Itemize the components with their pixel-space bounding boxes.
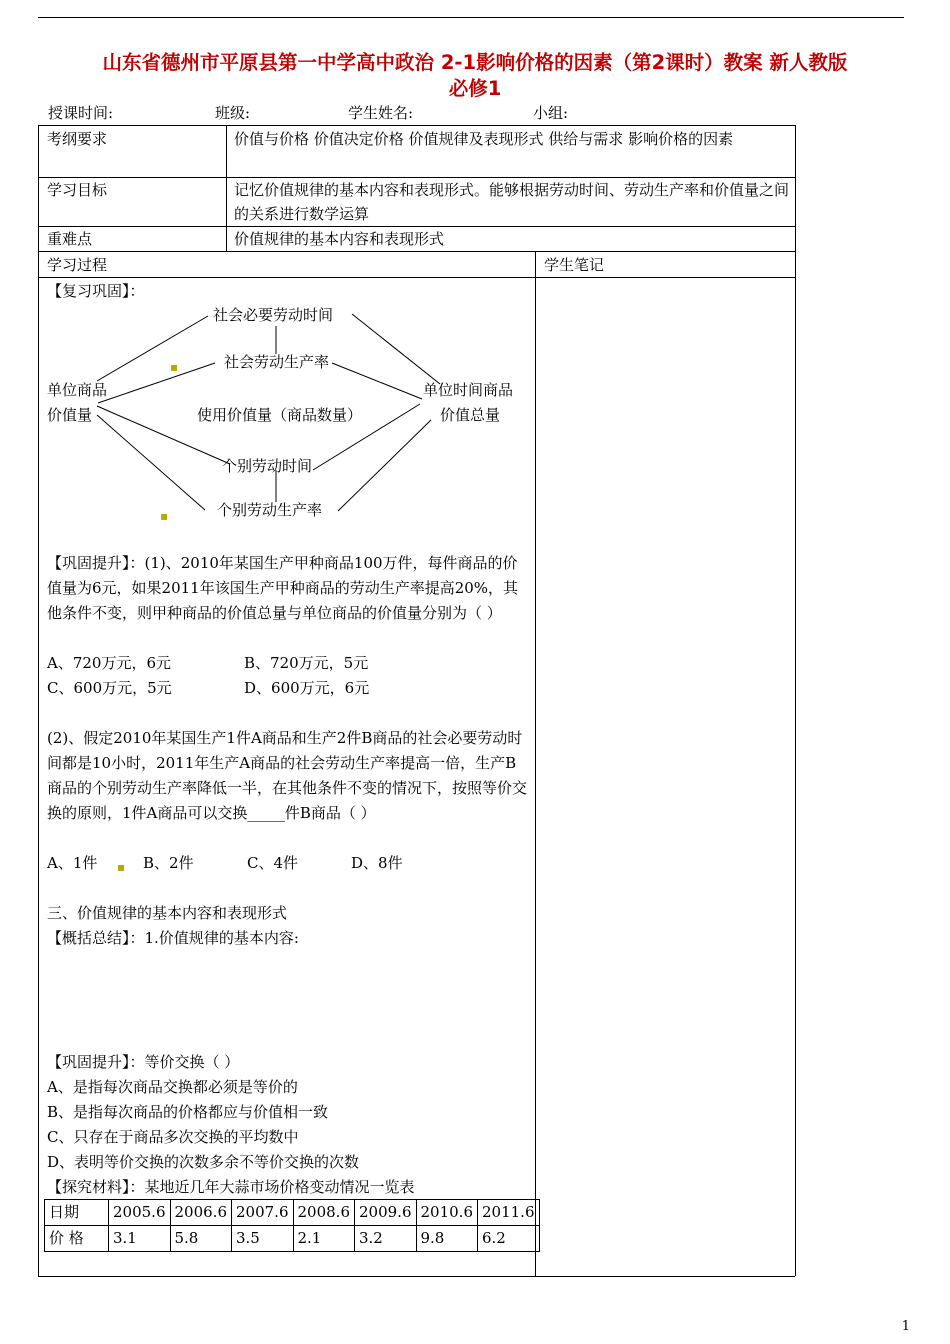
date-cell: 2007.6 (232, 1200, 294, 1226)
explore-heading: 【探究材料】：某地近几年大蒜市场价格变动情况一览表 (47, 1178, 415, 1196)
row-content-outline: 价值与价格 价值决定价格 价值规律及表现形式 供给与需求 影响价格的因素 (234, 130, 734, 148)
scan-speck: ▪ (117, 860, 126, 874)
question-2-option-a: A、1件 (47, 854, 98, 872)
scan-speck: ▪ (170, 360, 179, 374)
question-3-text: 【巩固提升】：等价交换（ ） (47, 1053, 240, 1071)
connector-line (332, 363, 422, 399)
question-1-option-d: D、600万元，6元 (244, 679, 370, 697)
connector-line (352, 314, 440, 384)
summary-prompt: 【概括总结】：1.价值规律的基本内容: (47, 929, 299, 947)
price-cell: 3.1 (109, 1226, 171, 1252)
node-individual-time: 个别劳动时间 (222, 457, 313, 475)
price-cell: 6.2 (478, 1226, 540, 1252)
question-2-option-d: D、8件 (351, 854, 403, 872)
node-unit-value-line2: 价值量 (47, 406, 93, 424)
meta-group: 小组: (533, 104, 569, 122)
date-cell: 2005.6 (109, 1200, 171, 1226)
connector-line (338, 420, 431, 511)
price-cell: 2.1 (293, 1226, 355, 1252)
title-line-1: 山东省德州市平原县第一中学高中政治 2-1影响价格的因素（第2课时）教案 新人教版 (102, 51, 848, 74)
section-3-heading: 三、价值规律的基本内容和表现形式 (47, 904, 288, 922)
node-unit-value-line1: 单位商品 (47, 381, 108, 399)
price-cell: 5.8 (170, 1226, 232, 1252)
question-3-option-c: C、只存在于商品多次交换的平均数中 (47, 1128, 299, 1146)
question-1-option-c: C、600万元，5元 (47, 679, 172, 697)
question-3-option-a: A、是指每次商品交换都必须是等价的 (47, 1078, 298, 1096)
question-1-option-a: A、720万元，6元 (47, 654, 172, 672)
question-3-option-b: B、是指每次商品的价格都应与价值相一致 (47, 1103, 329, 1121)
price-row-label: 价 格 (45, 1226, 109, 1252)
question-1-option-b: B、720万元，5元 (244, 654, 369, 672)
node-social-necessary-time: 社会必要劳动时间 (213, 306, 334, 324)
meta-class: 班级: (215, 104, 251, 122)
node-total-value-line1: 单位时间商品 (423, 381, 514, 399)
date-cell: 2006.6 (170, 1200, 232, 1226)
question-2-option-c: C、4件 (247, 854, 299, 872)
date-cell: 2011.6 (478, 1200, 540, 1226)
garlic-price-table (44, 1199, 540, 1252)
meta-time: 授课时间: (48, 104, 114, 122)
question-2-text: (2)、假定2010年某国生产1件A商品和生产2件B商品的社会必要劳动时间都是10小时，2011年生产A商品的社会劳动生产率提高一倍，生产B商品的个别劳动生产率降低一半，在其他条件不变的情况下，按照等价交换的原则，1件A商品可以交换_____件B商品（ ） (47, 729, 528, 822)
review-heading: 【复习巩固】： (47, 282, 145, 300)
price-cell: 9.8 (416, 1226, 478, 1252)
row-label-outline: 考纲要求 (47, 130, 108, 148)
process-header: 学习过程 (47, 256, 108, 274)
date-cell: 2009.6 (355, 1200, 417, 1226)
question-2-option-b: B、2件 (143, 854, 194, 872)
price-cell: 3.2 (355, 1226, 417, 1252)
meta-student: 学生姓名: (348, 104, 414, 122)
date-cell: 2010.6 (416, 1200, 478, 1226)
date-cell: 2008.6 (293, 1200, 355, 1226)
question-1-text: 【巩固提升】：(1)、2010年某国生产甲种商品100万件，每件商品的价值量为6元，如果2011年该国生产甲种商品的劳动生产率提高20%，其他条件不变，则甲种商品的价值总量与单位商品的价值量分别为（ ） (47, 554, 519, 622)
question-3-option-d: D、表明等价交换的次数多余不等价交换的次数 (47, 1153, 360, 1171)
node-social-productivity: 社会劳动生产率 (224, 353, 330, 371)
table-row (45, 1226, 540, 1252)
date-row-label: 日期 (45, 1200, 109, 1226)
node-use-value: 使用价值量（商品数量） (197, 406, 363, 424)
price-cell: 3.5 (232, 1226, 294, 1252)
row-content-goals: 记忆价值规律的基本内容和表现形式。能够根据劳动时间、劳动生产率和价值量之间的关系进行数学运算 (234, 181, 790, 223)
row-label-goals: 学习目标 (47, 181, 108, 199)
table-row (45, 1200, 540, 1226)
scan-speck: ▪ (160, 509, 169, 523)
title-line-2: 必修1 (448, 77, 502, 100)
node-total-value-line2: 价值总量 (440, 406, 501, 424)
connector-line (98, 360, 215, 403)
node-individual-productivity: 个别劳动生产率 (217, 501, 323, 519)
row-label-key-points: 重难点 (47, 230, 93, 248)
page-number: 1 (901, 1319, 910, 1334)
notes-header: 学生笔记 (544, 256, 605, 274)
row-content-key-points: 价值规律的基本内容和表现形式 (234, 230, 445, 248)
